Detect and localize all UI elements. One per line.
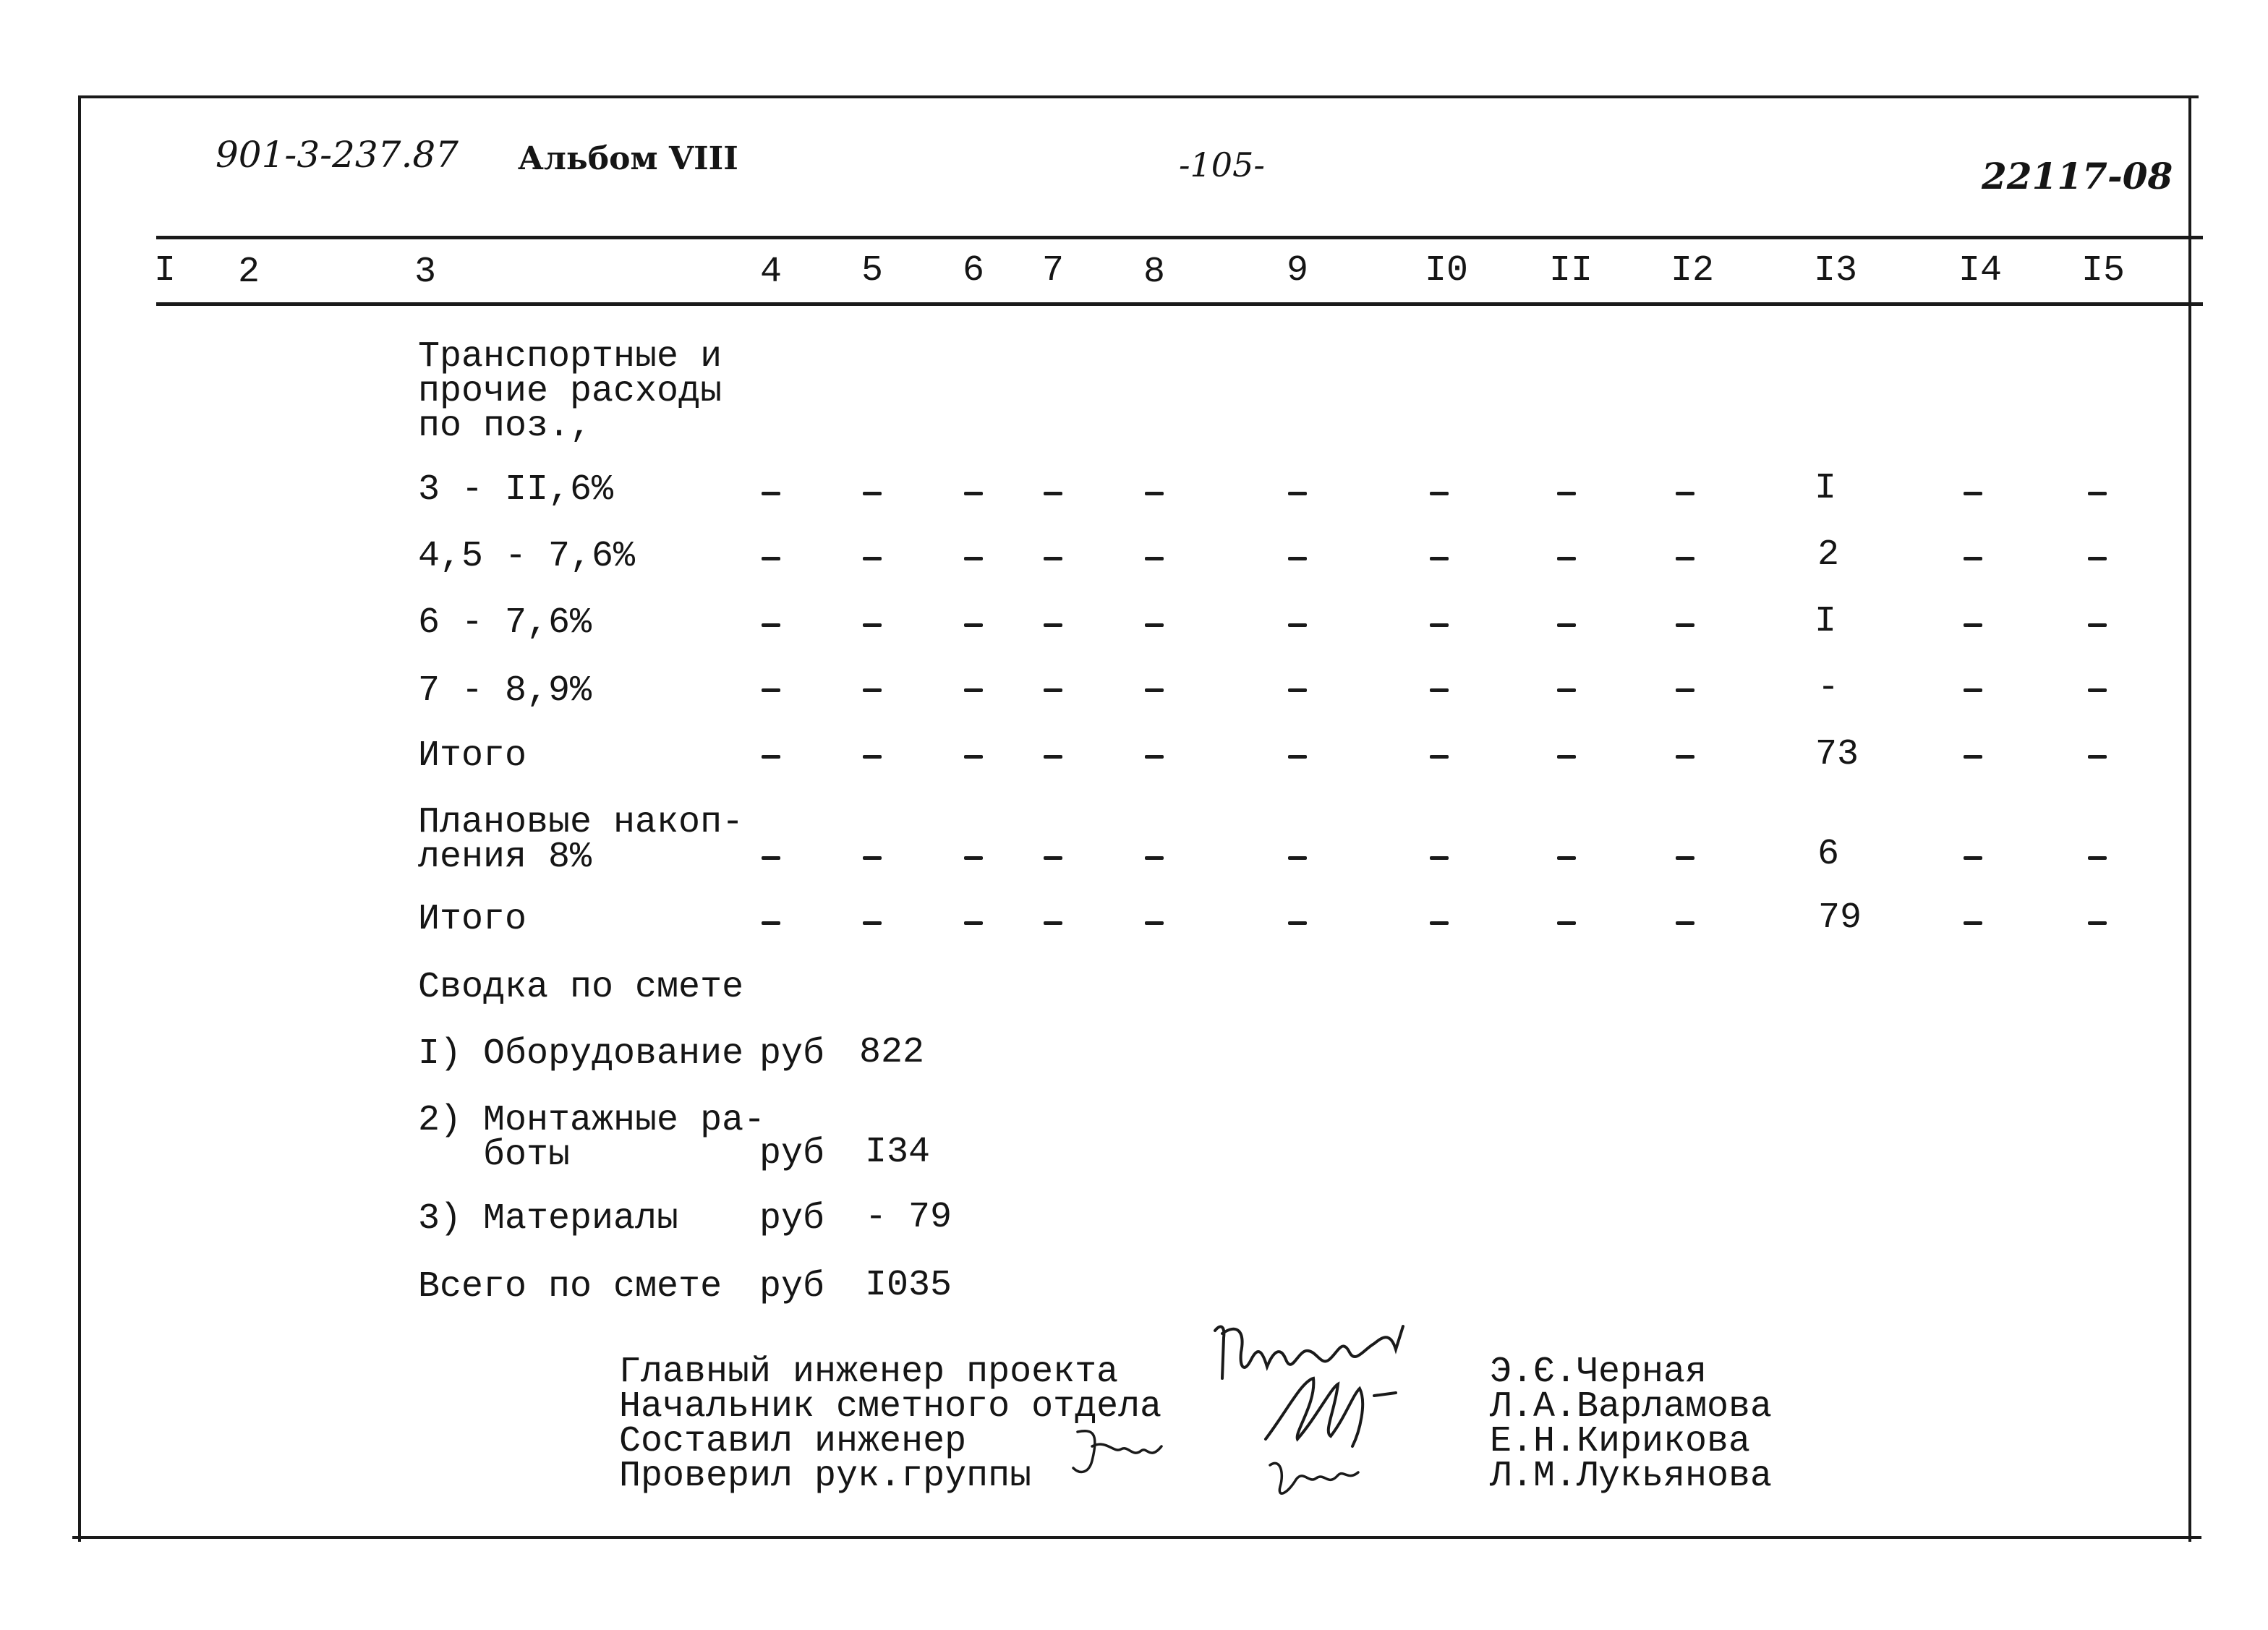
header-rule-bottom — [156, 302, 2203, 306]
row-label-6: Плановые накоп- ления 8% — [418, 802, 744, 878]
empty-cell-dash — [2088, 921, 2107, 925]
empty-cell-dash — [762, 492, 780, 495]
empty-cell-dash — [1044, 623, 1062, 627]
empty-cell-dash — [964, 557, 983, 560]
summary-item-value-2: I34 — [865, 1132, 931, 1173]
column-header-5: 5 — [861, 250, 884, 291]
empty-cell-dash — [762, 623, 780, 627]
section-title: Транспортные и прочие расходы по поз., — [418, 336, 722, 447]
empty-cell-dash — [1145, 688, 1164, 692]
empty-cell-dash — [1145, 755, 1164, 759]
empty-cell-dash — [762, 755, 780, 759]
column-header-10: I0 — [1424, 250, 1469, 291]
document-code: 901-3-237.87 — [216, 134, 459, 176]
empty-cell-dash — [1676, 921, 1694, 925]
empty-cell-dash — [1430, 623, 1449, 627]
empty-cell-dash — [762, 557, 780, 560]
row-value-4: - — [1817, 667, 1840, 709]
empty-cell-dash — [1676, 755, 1694, 759]
row-label-3: 6 - 7,6% — [418, 602, 592, 644]
empty-cell-dash — [1557, 921, 1576, 925]
empty-cell-dash — [1044, 856, 1062, 860]
signature-role-1: Главный инженер проекта — [619, 1352, 1119, 1393]
empty-cell-dash — [1964, 755, 1982, 759]
frame-right-border — [2188, 95, 2191, 1542]
column-header-12: I2 — [1670, 250, 1715, 291]
empty-cell-dash — [1964, 623, 1982, 627]
signature-group-head — [1258, 1443, 1367, 1509]
summary-item-value-3: - 79 — [865, 1197, 952, 1238]
column-header-15: I5 — [2081, 250, 2126, 291]
row-value-7: 79 — [1817, 897, 1862, 939]
empty-cell-dash — [1145, 557, 1164, 560]
frame-left-border — [78, 95, 81, 1542]
empty-cell-dash — [2088, 755, 2107, 759]
empty-cell-dash — [1288, 492, 1307, 495]
summary-item-unit-3: руб — [759, 1198, 825, 1239]
row-label-2: 4,5 - 7,6% — [418, 536, 636, 577]
empty-cell-dash — [863, 557, 882, 560]
empty-cell-dash — [1676, 623, 1694, 627]
empty-cell-dash — [1288, 623, 1307, 627]
column-header-4: 4 — [759, 252, 783, 293]
empty-cell-dash — [1044, 688, 1062, 692]
empty-cell-dash — [964, 688, 983, 692]
summary-item-unit-4: руб — [759, 1266, 825, 1307]
empty-cell-dash — [964, 492, 983, 495]
empty-cell-dash — [1557, 755, 1576, 759]
summary-item-value-1: 822 — [859, 1032, 925, 1073]
column-header-2: 2 — [237, 252, 260, 293]
empty-cell-dash — [1288, 755, 1307, 759]
empty-cell-dash — [1964, 856, 1982, 860]
signature-role-2: Начальник сметного отдела — [619, 1386, 1162, 1428]
empty-cell-dash — [1145, 921, 1164, 925]
empty-cell-dash — [1145, 492, 1164, 495]
empty-cell-dash — [1676, 557, 1694, 560]
empty-cell-dash — [1557, 623, 1576, 627]
signature-estimate-head — [1244, 1367, 1418, 1454]
empty-cell-dash — [1964, 492, 1982, 495]
signature-role-3: Составил инженер — [619, 1421, 967, 1462]
header-rule-top — [156, 236, 2203, 239]
column-header-3: 3 — [414, 252, 437, 293]
empty-cell-dash — [762, 921, 780, 925]
page-number: -105- — [1179, 145, 1265, 184]
column-header-6: 6 — [962, 250, 985, 291]
empty-cell-dash — [2088, 557, 2107, 560]
column-header-7: 7 — [1041, 250, 1065, 291]
row-value-2: 2 — [1817, 534, 1840, 576]
empty-cell-dash — [964, 856, 983, 860]
empty-cell-dash — [1288, 688, 1307, 692]
album-label: Альбом VIII — [518, 140, 738, 177]
empty-cell-dash — [1557, 688, 1576, 692]
column-header-8: 8 — [1143, 252, 1166, 293]
empty-cell-dash — [762, 688, 780, 692]
empty-cell-dash — [863, 492, 882, 495]
empty-cell-dash — [1557, 557, 1576, 560]
empty-cell-dash — [1676, 492, 1694, 495]
empty-cell-dash — [2088, 856, 2107, 860]
summary-title: Сводка по смете — [418, 967, 744, 1008]
row-label-5: Итого — [418, 735, 527, 777]
row-value-6: 6 — [1817, 834, 1840, 875]
empty-cell-dash — [863, 856, 882, 860]
row-label-1: 3 - II,6% — [418, 469, 614, 511]
empty-cell-dash — [1676, 688, 1694, 692]
column-header-11: II — [1548, 250, 1593, 291]
summary-item-label-3: 3) Материалы — [418, 1198, 679, 1239]
empty-cell-dash — [964, 921, 983, 925]
empty-cell-dash — [1676, 856, 1694, 860]
empty-cell-dash — [1044, 921, 1062, 925]
signature-name-2: Л.А.Варламова — [1490, 1386, 1773, 1428]
empty-cell-dash — [1044, 557, 1062, 560]
empty-cell-dash — [1964, 557, 1982, 560]
empty-cell-dash — [1430, 921, 1449, 925]
signature-name-3: Е.Н.Кирикова — [1490, 1421, 1751, 1462]
signature-role-4: Проверил рук.группы — [619, 1456, 1032, 1497]
signature-name-1: Э.Є.Черная — [1490, 1352, 1708, 1393]
frame-bottom-border — [72, 1536, 2201, 1539]
summary-item-unit-2: руб — [759, 1133, 825, 1174]
empty-cell-dash — [863, 755, 882, 759]
signature-name-4: Л.М.Лукьянова — [1490, 1456, 1773, 1497]
empty-cell-dash — [863, 623, 882, 627]
column-header-13: I3 — [1813, 250, 1858, 291]
empty-cell-dash — [1288, 921, 1307, 925]
empty-cell-dash — [2088, 492, 2107, 495]
empty-cell-dash — [2088, 688, 2107, 692]
empty-cell-dash — [1044, 492, 1062, 495]
empty-cell-dash — [863, 921, 882, 925]
empty-cell-dash — [1145, 623, 1164, 627]
summary-item-unit-1: руб — [759, 1033, 825, 1075]
empty-cell-dash — [1557, 856, 1576, 860]
row-label-7: Итого — [418, 899, 527, 940]
column-header-14: I4 — [1958, 250, 2003, 291]
summary-item-label-4: Всего по смете — [418, 1266, 722, 1307]
empty-cell-dash — [762, 856, 780, 860]
empty-cell-dash — [1964, 921, 1982, 925]
empty-cell-dash — [1430, 856, 1449, 860]
empty-cell-dash — [964, 623, 983, 627]
empty-cell-dash — [1145, 856, 1164, 860]
summary-item-label-2: 2) Монтажные ра- боты — [418, 1100, 766, 1176]
summary-item-label-1: I) Оборудование — [418, 1033, 744, 1075]
empty-cell-dash — [1288, 557, 1307, 560]
column-header-9: 9 — [1286, 250, 1309, 291]
signature-compiler — [1063, 1417, 1172, 1482]
column-header-1: I — [153, 250, 176, 291]
empty-cell-dash — [964, 755, 983, 759]
inventory-number: 22117-08 — [1982, 155, 2173, 197]
empty-cell-dash — [1430, 755, 1449, 759]
empty-cell-dash — [1044, 755, 1062, 759]
frame-top-border — [81, 95, 2199, 98]
row-value-3: I — [1814, 601, 1837, 642]
row-label-4: 7 - 8,9% — [418, 670, 592, 712]
empty-cell-dash — [1430, 688, 1449, 692]
empty-cell-dash — [863, 688, 882, 692]
empty-cell-dash — [1557, 492, 1576, 495]
empty-cell-dash — [1430, 492, 1449, 495]
empty-cell-dash — [2088, 623, 2107, 627]
row-value-5: 73 — [1815, 734, 1859, 775]
empty-cell-dash — [1288, 856, 1307, 860]
summary-item-value-4: I035 — [865, 1265, 952, 1306]
empty-cell-dash — [1430, 557, 1449, 560]
empty-cell-dash — [1964, 688, 1982, 692]
row-value-1: I — [1814, 468, 1837, 509]
